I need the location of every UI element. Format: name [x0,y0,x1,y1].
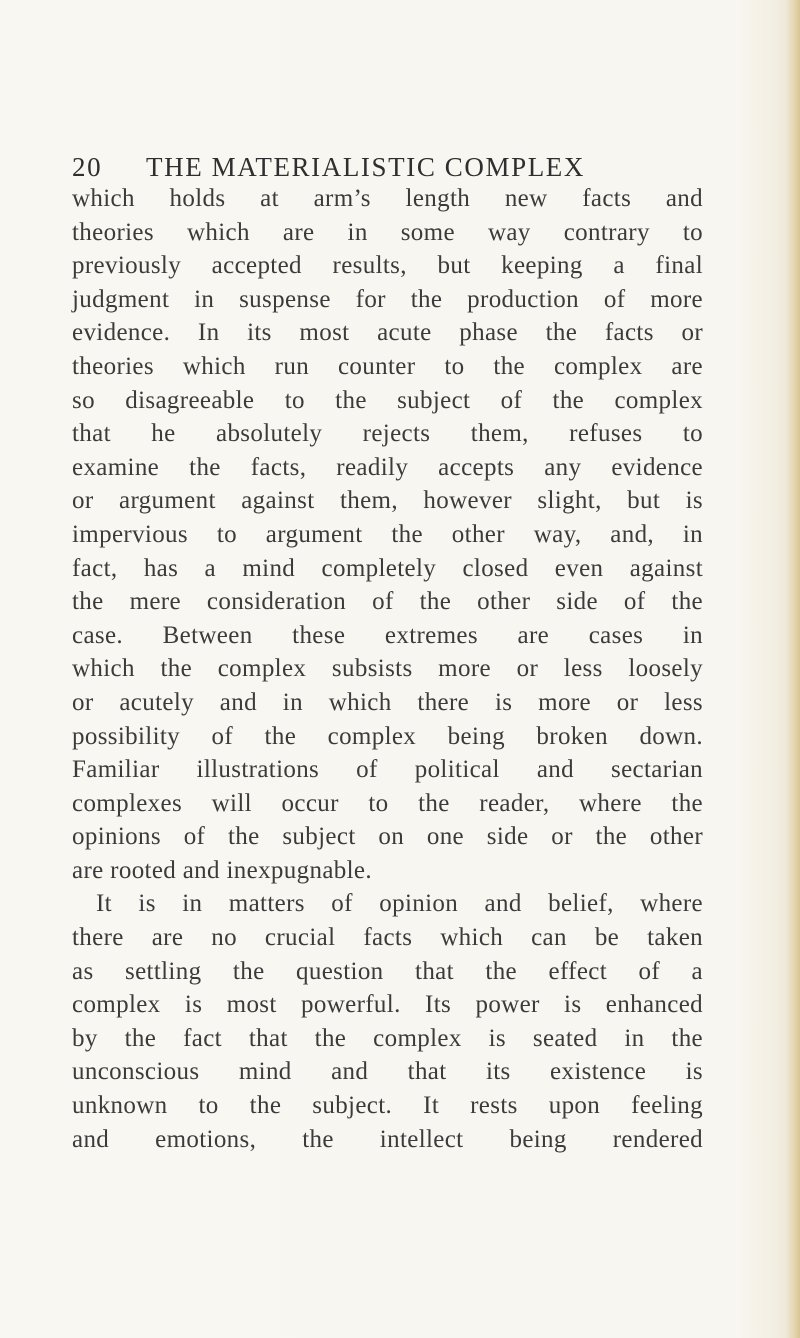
text-line: examine the facts, readily accepts any evidence [72,453,703,481]
text-line: which the complex subsists more or less loosely [72,655,703,683]
text-line: possibility of the complex being broken down. [72,722,703,750]
text-line: which holds at arm’s length new facts and [72,185,703,212]
text-line: opinions of the subject on one side or the other [72,823,703,851]
text-line: complexes will occur to the reader, where the [72,789,703,817]
text-line: complex is most powerful. Its power is enhanced [72,991,703,1019]
text-line: as settling the question that the effect of a [72,957,703,985]
text-line: or argument against them, however slight, but is [72,487,703,515]
text-line: Familiar illustrations of political and sectarian [72,756,703,784]
paragraph-start-line: It is in matters of opinion and belief, where [96,890,703,918]
running-head [72,147,692,187]
text-line: theories which run counter to the complex are [72,352,703,380]
paragraph-end-line: are rooted and inexpugnable. [72,856,372,884]
text-line: so disagreeable to the subject of the complex [72,386,703,414]
body-text [72,182,703,1156]
text-line: case. Between these extremes are cases in [72,621,703,649]
text-line: and emotions, the intellect being rendered [72,1125,703,1153]
chapter-title: THE MATERIALISTIC COMPLEX [146,152,585,182]
page-edge-shadow [786,0,800,1338]
text-line: the mere consideration of the other side of the [72,588,703,616]
text-line: there are no crucial facts which can be taken [72,924,703,952]
text-line: that he absolutely rejects them, refuses to [72,420,703,448]
text-line: judgment in suspense for the production of more [72,285,703,313]
text-line: previously accepted results, but keeping a final [72,252,703,280]
text-line: unconscious mind and that its existence is [72,1058,703,1086]
text-line: theories which are in some way contrary to [72,218,703,246]
text-line: evidence. In its most acute phase the facts or [72,319,703,347]
text-line: by the fact that the complex is seated in the [72,1024,703,1052]
text-line: or acutely and in which there is more or less [72,688,703,716]
text-line: impervious to argument the other way, and, in [72,520,703,548]
text-line: unknown to the subject. It rests upon feeling [72,1092,703,1120]
page-number: 20 [72,152,103,182]
text-line: fact, has a mind completely closed even against [72,554,703,582]
